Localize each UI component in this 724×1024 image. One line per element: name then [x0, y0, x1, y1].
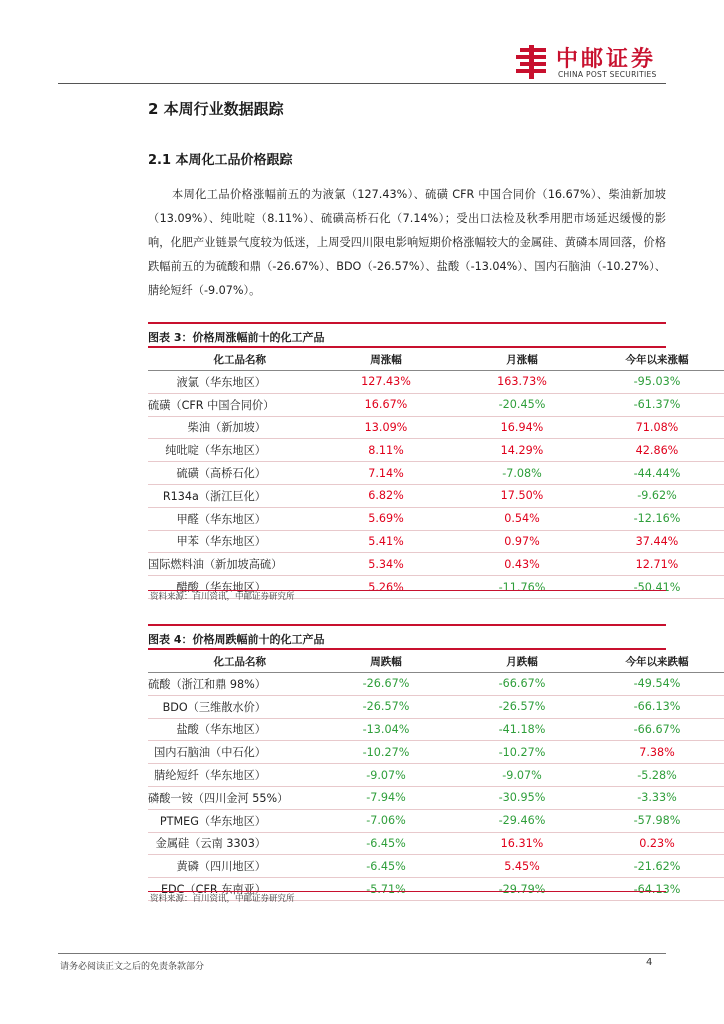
product-name-cell: 腈纶短纤（华东地区）: [154, 769, 266, 783]
body-paragraph: 本周化工品价格涨幅前五的为液氯（127.43%）、硫磺 CFR 中国合同价（16.67%）、柴油新加坡（13.09%）、纯吡啶（8.11%）、硫磺高桥石化（7.14%）；受出口法检及秋季用肥市场延迟缓慢的影响，化肥产业链景气度较为低迷，上周受四川限电影响短期价格涨幅较大的金属硅、黄磷本周回落，价格跌幅前五的为硫酸和鼎（-26.67%）、BDO（-26.57%）、盐酸（-13.04%）、国内石脑油（-10.27%）、腈纶短纤（-9.07%）。: [148, 188, 666, 297]
footer-disclaimer: 请务必阅读正文之后的免责条款部分: [60, 962, 205, 972]
week-change-cell: -13.04%: [362, 722, 410, 736]
col-header-ytd: 今年以来涨幅: [625, 353, 689, 366]
month-change-cell: -30.95%: [498, 791, 546, 805]
month-change-cell: 0.97%: [504, 534, 540, 548]
product-name-cell: 国际燃料油（新加坡高硫）: [148, 558, 283, 572]
week-change-cell: 127.43%: [361, 375, 411, 389]
product-name-cell: 硫酸（浙江和鼎 98%）: [148, 677, 266, 691]
table-down-header-row: [148, 650, 724, 673]
table-row: [148, 393, 724, 416]
ytd-change-cell: 12.71%: [635, 557, 679, 571]
week-change-cell: -26.57%: [362, 700, 410, 714]
footer-divider: [58, 953, 666, 954]
table-row: [148, 530, 724, 553]
header-divider: [58, 83, 666, 84]
month-change-cell: 14.29%: [500, 443, 544, 457]
table-up-source: 资料来源：百川资讯，中邮证券研究所: [150, 592, 295, 602]
table-row: [148, 741, 724, 764]
ytd-change-cell: -3.33%: [637, 791, 677, 805]
week-change-cell: 5.41%: [368, 534, 404, 548]
table-row: [148, 695, 724, 718]
product-name-cell: 液氯（华东地区）: [176, 375, 266, 389]
month-change-cell: 0.54%: [504, 512, 540, 526]
month-change-cell: 16.94%: [500, 420, 544, 434]
product-name-cell: 黄磷（四川地区）: [176, 860, 266, 874]
week-change-cell: -5.71%: [366, 882, 406, 896]
brand-name-en: CHINA POST SECURITIES: [558, 70, 657, 79]
col-header-name: 化工品名称: [213, 353, 266, 366]
table-row: [148, 718, 724, 741]
week-change-cell: -9.07%: [366, 768, 406, 782]
week-change-cell: -7.94%: [366, 791, 406, 805]
table-up-caption: 图表 3：价格周涨幅前十的化工产品: [148, 331, 325, 344]
week-change-cell: -26.67%: [362, 677, 410, 691]
table-row: [148, 484, 724, 507]
col-header-month: 月涨幅: [506, 353, 538, 366]
product-name-cell: R134a（浙江巨化）: [162, 489, 266, 503]
product-name-cell: 纯吡啶（华东地区）: [165, 444, 266, 458]
ytd-change-cell: -61.37%: [633, 398, 681, 412]
ytd-change-cell: -21.62%: [633, 859, 681, 873]
table-up-body: [148, 371, 724, 599]
product-name-cell: 柴油（新加坡）: [187, 421, 266, 435]
table-row: [148, 832, 724, 855]
table-row: [148, 786, 724, 809]
month-change-cell: -41.18%: [498, 722, 546, 736]
week-change-cell: 5.26%: [368, 580, 404, 594]
ytd-change-cell: 42.86%: [635, 443, 679, 457]
col-header-month: 月跌幅: [506, 655, 538, 668]
col-header-week: 周跌幅: [370, 655, 402, 668]
company-logo: [512, 40, 672, 86]
table-down-top-rule: [148, 624, 666, 626]
table-row: [148, 673, 724, 696]
table-row: [148, 764, 724, 787]
month-change-cell: -66.67%: [498, 677, 546, 691]
table-row: [148, 553, 724, 576]
section-subtitle: 2.1 本周化工品价格跟踪: [148, 153, 293, 168]
week-change-cell: 5.69%: [368, 512, 404, 526]
month-change-cell: -29.79%: [498, 882, 546, 896]
month-change-cell: -20.45%: [498, 398, 546, 412]
product-name-cell: 金属硅（云南 3303）: [155, 837, 266, 851]
table-down-source: 资料来源：百川资讯，中邮证券研究所: [150, 894, 295, 904]
month-change-cell: 163.73%: [497, 375, 547, 389]
ytd-change-cell: -44.44%: [633, 466, 681, 480]
month-change-cell: -7.08%: [502, 466, 542, 480]
week-change-cell: 16.67%: [364, 398, 408, 412]
month-change-cell: 0.43%: [504, 557, 540, 571]
product-name-cell: 硫磺（CFR 中国合同价）: [148, 398, 275, 412]
table-row: [148, 855, 724, 878]
table-row: [148, 507, 724, 530]
month-change-cell: 17.50%: [500, 489, 544, 503]
ytd-change-cell: 0.23%: [639, 836, 675, 850]
page-number: 4: [646, 957, 653, 968]
ytd-change-cell: -57.98%: [633, 814, 681, 828]
month-change-cell: -29.46%: [498, 814, 546, 828]
month-change-cell: -11.76%: [498, 580, 546, 594]
table-row: [148, 462, 724, 485]
ytd-change-cell: -64.13%: [633, 882, 681, 896]
ytd-change-cell: -50.41%: [633, 580, 681, 594]
col-header-week: 周涨幅: [370, 353, 402, 366]
week-change-cell: 13.09%: [364, 420, 408, 434]
ytd-change-cell: -5.28%: [637, 768, 677, 782]
product-name-cell: 醋酸（华东地区）: [176, 581, 266, 595]
week-change-cell: 8.11%: [368, 443, 404, 457]
ytd-change-cell: -95.03%: [633, 375, 681, 389]
week-change-cell: -7.06%: [366, 814, 406, 828]
product-name-cell: 磷酸一铵（四川金河 55%）: [148, 791, 289, 805]
month-change-cell: -9.07%: [502, 768, 542, 782]
product-name-cell: 甲醛（华东地区）: [176, 512, 266, 526]
table-down-caption: 图表 4：价格周跌幅前十的化工产品: [148, 633, 325, 646]
table-down: [148, 650, 724, 901]
ytd-change-cell: 7.38%: [639, 745, 675, 759]
product-name-cell: 硫磺（高桥石化）: [176, 467, 266, 481]
month-change-cell: -26.57%: [498, 700, 546, 714]
product-name-cell: 甲苯（华东地区）: [176, 535, 266, 549]
ytd-change-cell: -9.62%: [637, 489, 677, 503]
week-change-cell: -6.45%: [366, 836, 406, 850]
china-post-logo-icon: [512, 42, 552, 82]
product-name-cell: 国内石脑油（中石化）: [154, 746, 266, 760]
ytd-change-cell: -12.16%: [633, 512, 681, 526]
table-up: [148, 348, 724, 599]
table-up-header-row: [148, 348, 724, 371]
col-header-ytd: 今年以来跌幅: [625, 655, 689, 668]
week-change-cell: 5.34%: [368, 557, 404, 571]
product-name-cell: 盐酸（华东地区）: [176, 723, 266, 737]
table-up-top-rule: [148, 322, 666, 324]
ytd-change-cell: 71.08%: [635, 420, 679, 434]
table-row: [148, 809, 724, 832]
ytd-change-cell: -66.13%: [633, 700, 681, 714]
month-change-cell: 16.31%: [500, 836, 544, 850]
week-change-cell: 6.82%: [368, 489, 404, 503]
section-title: 2 本周行业数据跟踪: [148, 100, 284, 118]
month-change-cell: -10.27%: [498, 745, 546, 759]
col-header-name: 化工品名称: [213, 655, 266, 668]
ytd-change-cell: 37.44%: [635, 534, 679, 548]
ytd-change-cell: -66.67%: [633, 722, 681, 736]
brand-name-cn: 中邮证券: [556, 47, 657, 72]
month-change-cell: 5.45%: [504, 859, 540, 873]
week-change-cell: -10.27%: [362, 745, 410, 759]
week-change-cell: -6.45%: [366, 859, 406, 873]
table-row: [148, 416, 724, 439]
week-change-cell: 7.14%: [368, 466, 404, 480]
table-row: [148, 439, 724, 462]
table-row: [148, 371, 724, 394]
product-name-cell: EDC（CFR 东南亚）: [160, 883, 266, 897]
product-name-cell: BDO（三维散水价）: [162, 700, 266, 714]
ytd-change-cell: -49.54%: [633, 677, 681, 691]
product-name-cell: PTMEG（华东地区）: [159, 814, 266, 828]
table-down-body: [148, 673, 724, 901]
